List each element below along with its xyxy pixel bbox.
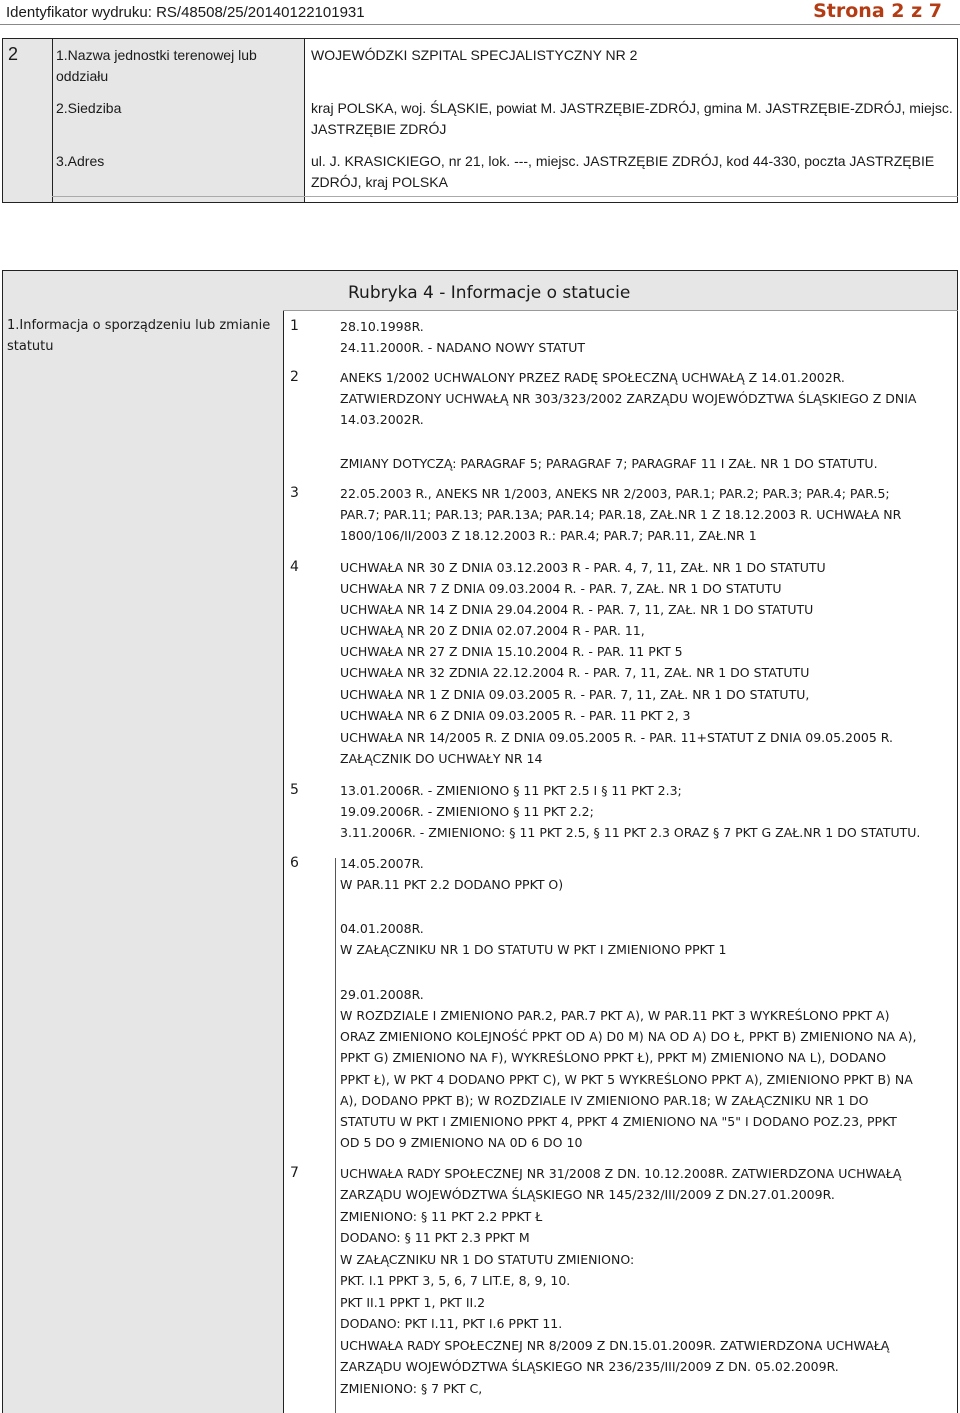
address-label: 3.Adres (56, 153, 105, 169)
entry-line: ZARZĄDU WOJEWÓDZTWA ŚLĄSKIEGO NR 145/232/III/2009 Z DN.27.01.2009R. (340, 1187, 835, 1202)
entry-number: 6 (290, 855, 299, 871)
entry-line: UCHWAŁA NR 7 Z DNIA 09.03.2004 R. - PAR. 7, ZAŁ. NR 1 DO STATUTU (340, 581, 782, 596)
entry-line: 22.05.2003 R., ANEKS NR 1/2003, ANEKS NR 2/2003, PAR.1; PAR.2; PAR.3; PAR.4; PAR.5; (340, 486, 890, 501)
seat-label: 2.Siedziba (56, 100, 122, 116)
address-value-line2: ZDRÓJ, kraj POLSKA (311, 174, 448, 190)
entry-line: W PAR.11 PKT 2.2 DODANO PPKT O) (340, 877, 564, 892)
name-label-line2: oddziału (56, 68, 109, 84)
border (2, 270, 3, 1413)
page-indicator: Strona 2 z 7 (813, 0, 942, 22)
border (52, 38, 53, 203)
entry-line: PPKT Ł), W PKT 4 DODANO PPKT C), W PKT 5 WYKREŚLONO PPKT A), ZMIENIONO PPKT B) NA (340, 1072, 913, 1087)
entry-number: 2 (290, 369, 299, 385)
entry-number: 4 (290, 559, 299, 575)
entry-line: PKT. I.1 PPKT 3, 5, 6, 7 LIT.E, 8, 9, 10. (340, 1273, 571, 1288)
entry-line: ZMIENIONO: § 7 PKT C, (340, 1381, 483, 1396)
seat-value-line2: JASTRZĘBIE ZDRÓJ (311, 121, 447, 137)
border (2, 202, 958, 203)
seat-value-line1: kraj POLSKA, woj. ŚLĄSKIE, powiat M. JASTRZĘBIE-ZDRÓJ, gmina M. JASTRZĘBIE-ZDRÓJ, miejsc. (311, 100, 953, 116)
border (283, 310, 284, 1413)
entry-line: W ROZDZIALE I ZMIENIONO PAR.2, PAR.7 PKT A), W PAR.11 PKT 3 WYKREŚLONO PPKT A) (340, 1008, 890, 1023)
border (304, 38, 305, 203)
address-value-line1: ul. J. KRASICKIEGO, nr 21, lok. ---, miejsc. JASTRZĘBIE ZDRÓJ, kod 44-330, poczta JASTRZĘBIE (311, 153, 935, 169)
name-label-line1: 1.Nazwa jednostki terenowej lub (56, 47, 257, 63)
entry-number: 7 (290, 1165, 299, 1181)
border (283, 310, 958, 311)
rubryka-title: Rubryka 4 - Informacje o statucie (348, 283, 631, 303)
entry-line: DODANO: PKT I.11, PKT I.6 PPKT 11. (340, 1316, 563, 1331)
entry-line: UCHWAŁA NR 27 Z DNIA 15.10.2004 R. - PAR. 11 PKT 5 (340, 644, 683, 659)
entry-line: PPKT G) ZMIENIONO NA F), WYKREŚLONO PPKT Ł), PPKT M) ZMIENIONO NA L), DODANO (340, 1050, 887, 1065)
entry-line: STATUTU W PKT I ZMIENIONO PPKT 4, PPKT 4 ZMIENIONO NA "5" I DODANO POZ.23, PPKT (340, 1114, 897, 1129)
entry-line: UCHWAŁA NR 1 Z DNIA 09.03.2005 R. - PAR. 7, 11, ZAŁ. NR 1 DO STATUTU, (340, 687, 810, 702)
statute-label-line2: statutu (7, 339, 54, 354)
entry-number: 1 (290, 318, 299, 334)
entry-line: UCHWAŁĄ NR 20 Z DNIA 02.07.2004 R - PAR. 11, (340, 623, 645, 638)
name-value: WOJEWÓDZKI SZPITAL SPECJALISTYCZNY NR 2 (311, 47, 638, 63)
border (2, 38, 958, 39)
entry-line: 14.03.2002R. (340, 412, 424, 427)
entry-line: W ZAŁĄCZNIKU NR 1 DO STATUTU W PKT I ZMIENIONO PPKT 1 (340, 942, 727, 957)
label-column-bg (2, 310, 283, 1413)
border (957, 270, 958, 1413)
entry-line: UCHWAŁA RADY SPOŁECZNEJ NR 8/2009 Z DN.15.01.2009R. ZATWIERDZONA UCHWAŁĄ (340, 1338, 890, 1353)
entry-line: ZARZĄDU WOJEWÓDZTWA ŚLĄSKIEGO NR 236/235/III/2009 Z DN. 05.02.2009R. (340, 1359, 839, 1374)
print-header (0, 0, 960, 25)
entry-line: A), DODANO PPKT B); W ROZDZIALE IV ZMIENIONO PAR.18; W ZAŁĄCZNIKU NR 1 DO (340, 1093, 869, 1108)
entry-line: ZATWIERDZONY UCHWAŁĄ NR 303/323/2002 ZARZĄDU WOJEWÓDZTWA ŚLĄSKIEGO Z DNIA (340, 391, 917, 406)
entry-line: OD 5 DO 9 ZMIENIONO NA 0D 6 DO 10 (340, 1135, 583, 1150)
entry-line: W ZAŁĄCZNIKU NR 1 DO STATUTU ZMIENIONO: (340, 1252, 635, 1267)
statute-label-line1: 1.Informacja o sporządzeniu lub zmianie (7, 318, 271, 333)
entry-line: 28.10.1998R. (340, 319, 424, 334)
entry-line: ZMIENIONO: § 11 PKT 2.2 PPKT Ł (340, 1209, 543, 1224)
print-identifier: Identyfikator wydruku: RS/48508/25/20140122101931 (6, 4, 365, 21)
entry-line: 29.01.2008R. (340, 987, 424, 1002)
border (2, 38, 3, 203)
entry-line: 13.01.2006R. - ZMIENIONO § 11 PKT 2.5 I § 11 PKT 2.3; (340, 783, 682, 798)
entry-line: UCHWAŁA NR 6 Z DNIA 09.03.2005 R. - PAR. 11 PKT 2, 3 (340, 708, 691, 723)
border (2, 270, 958, 271)
entry-line: 04.01.2008R. (340, 921, 424, 936)
entry-line: ZMIANY DOTYCZĄ: PARAGRAF 5; PARAGRAF 7; PARAGRAF 11 I ZAŁ. NR 1 DO STATUTU. (340, 456, 878, 471)
entry-number: 3 (290, 485, 299, 501)
border (335, 858, 336, 1413)
entry-line: DODANO: § 11 PKT 2.3 PPKT M (340, 1230, 530, 1245)
entry-line: UCHWAŁA NR 30 Z DNIA 03.12.2003 R - PAR. 4, 7, 11, ZAŁ. NR 1 DO STATUTU (340, 560, 826, 575)
entry-line: UCHWAŁA NR 14/2005 R. Z DNIA 09.05.2005 R. - PAR. 11+STATUT Z DNIA 09.05.2005 R. (340, 730, 893, 745)
row-number: 2 (8, 44, 19, 64)
border (957, 38, 958, 203)
border (52, 196, 958, 197)
entry-line: ANEKS 1/2002 UCHWALONY PRZEZ RADĘ SPOŁECZNĄ UCHWAŁĄ Z 14.01.2002R. (340, 370, 845, 385)
entry-line: 1800/106/II/2003 Z 18.12.2003 R.: PAR.4; PAR.7; PAR.11, ZAŁ.NR 1 (340, 528, 757, 543)
entry-line: PKT II.1 PPKT 1, PKT II.2 (340, 1295, 486, 1310)
entry-line: 3.11.2006R. - ZMIENIONO: § 11 PKT 2.5, § 11 PKT 2.3 ORAZ § 7 PKT G ZAŁ.NR 1 DO STATUTU. (340, 825, 921, 840)
entry-line: UCHWAŁA NR 32 ZDNIA 22.12.2004 R. - PAR. 7, 11, ZAŁ. NR 1 DO STATUTU (340, 665, 810, 680)
entry-line: UCHWAŁA RADY SPOŁECZNEJ NR 31/2008 Z DN. 10.12.2008R. ZATWIERDZONA UCHWAŁĄ (340, 1166, 902, 1181)
entry-line: ORAZ ZMIENIONO KOLEJNOŚĆ PPKT OD A) D0 M) NA OD A) DO Ł, PPKT B) ZMIENIONO NA A), (340, 1029, 917, 1044)
entry-number: 5 (290, 782, 299, 798)
entry-line: PAR.7; PAR.11; PAR.13; PAR.13A; PAR.14; PAR.18, ZAŁ.NR 1 Z 18.12.2003 R. UCHWAŁA NR (340, 507, 902, 522)
entry-line: ZAŁĄCZNIK DO UCHWAŁY NR 14 (340, 751, 543, 766)
entry-line: 14.05.2007R. (340, 856, 424, 871)
entry-line: 19.09.2006R. - ZMIENIONO § 11 PKT 2.2; (340, 804, 594, 819)
entry-line: 24.11.2000R. - NADANO NOWY STATUT (340, 340, 586, 355)
entry-line: UCHWAŁA NR 14 Z DNIA 29.04.2004 R. - PAR. 7, 11, ZAŁ. NR 1 DO STATUTU (340, 602, 814, 617)
